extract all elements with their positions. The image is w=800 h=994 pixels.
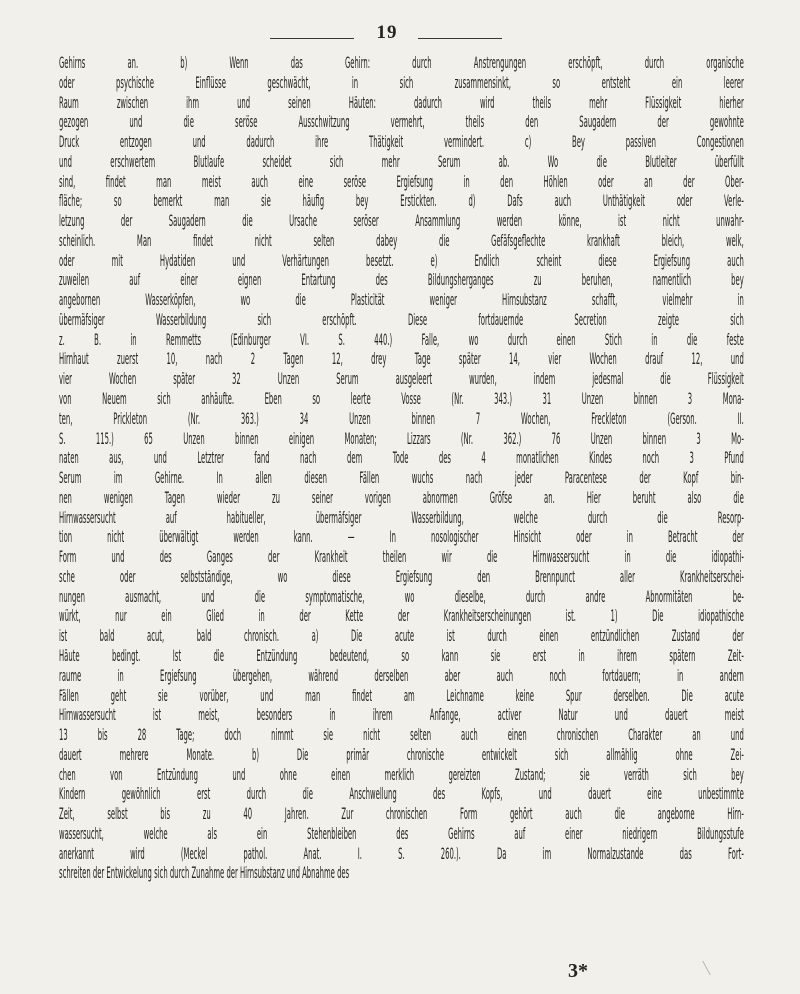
text-line: von Neuem sich anhäufte. Eben so leerte Vosse (Nr. 343.) 31 Unzen binnen 3 Mona- [59, 389, 744, 409]
text-line: sche oder selbstständige, wo diese Ergiefsung den Brennpunct aller Krankheitserschei- [59, 566, 744, 586]
text-line: scheinlich. Man findet nicht selten dabey die Gefäfsgeflechte krankhaft bleich, welk, [59, 230, 744, 250]
text-line: übermäfsiger Wasserbildung sich erschöpft. Diese fortdauernde Secretion zeigte sich [59, 309, 744, 329]
text-line: chen von Entzündung und ohne einen merklich gereizten Zustand; sie verräth sich bey [59, 764, 744, 784]
text-line: Kindern gewöhnlich erst durch die Anschwellung des Kopfs, und dauert eine unbestimmte [59, 784, 744, 804]
text-line: tion nicht überwältigt werden kann. — In nosologischer Hinsicht oder in Betracht der [59, 527, 744, 547]
text-line: naten aus, und Letztrer fand nach dem Tode des 4 monatlichen Kindes noch 3 Pfund [59, 448, 744, 468]
text-line: raume in Ergiefsung übergehen, während derselben aber auch noch fortdauern; in andern [59, 665, 744, 685]
text-line: oder psychische Einflüsse geschwächt, in sich zusammensinkt, so entsteht ein leerer [59, 72, 744, 92]
text-line: Form und des Ganges der Krankheit theilen wir die Hirnwassersucht in die idiopathi- [59, 547, 744, 567]
text-line: gezogen und die seröse Ausschwitzung vermehrt, theils den Saugadern der gewohnte [59, 112, 744, 132]
text-line: fläche; so bemerkt man sie häufig bey Erstickten. d) Dafs auch Unthätigkeit oder Verle- [59, 191, 744, 211]
text-line: Druck entzogen und dadurch ihre Thätigkeit vermindert. c) Bey passiven Congestionen [59, 132, 744, 152]
text-line: Hirnwassersucht ist meist, besonders in ihrem Anfange, activer Natur und dauert meist [59, 705, 744, 725]
text-line: 13 bis 28 Tage; doch nimmt sie nicht selten auch einen chronischen Charakter an und [59, 725, 744, 745]
text-line: Zeit, selbst bis zu 40 Jahren. Zur chronischen Form gehört auch die angeborne Hirn- [59, 804, 744, 824]
text-line: z. B. in Remmetts (Edinburger VI. S. 440.) Falle, wo durch einen Stich in die feste [59, 329, 744, 349]
margin-mark [702, 961, 710, 976]
header-rule-right [418, 38, 502, 39]
text-line: angebornen Wasserköpfen, wo die Plasticität weniger Hirnsubstanz schafft, vielmehr in [59, 290, 744, 310]
text-line: Raum zwischen ihm und seinen Häuten: dadurch wird theils mehr Flüssigkeit hierher [59, 92, 744, 112]
header-rule-left [270, 38, 354, 39]
signature-mark: 3* [568, 960, 588, 982]
text-line: zuweilen auf einer eignen Entartung des Bildungsherganges zu beruhen, namentlich bey [59, 270, 744, 290]
text-line: Fällen geht sie vorüber, und man findet am Leichname keine Spur derselben. Die acute [59, 685, 744, 705]
text-line: ist bald acut, bald chronisch. a) Die acute ist durch einen entzündlichen Zustand der [59, 626, 744, 646]
text-line: oder mit Hydatiden und Verhärtungen besetzt. e) Endlich scheint diese Ergiefsung auch [59, 250, 744, 270]
text-line: nungen ausmacht, und die symptomatische, wo dieselbe, durch andre Abnormitäten be- [59, 586, 744, 606]
page-header [0, 21, 800, 51]
text-line: Hirnhaut zuerst 10, nach 2 Tagen 12, drey Tage später 14, vier Wochen drauf 12, und [59, 349, 744, 369]
text-line: dauert mehrere Monate. b) Die primär chronische entwickelt sich allmählig ohne Zei- [59, 744, 744, 764]
text-line: nen wenigen Tagen wieder zu seiner vorigen abnormen Gröfse an. Hier beruht also die [59, 487, 744, 507]
text-line: S. 115.) 65 Unzen binnen einigen Monaten; Lizzars (Nr. 362.) 76 Unzen binnen 3 Mo- [59, 428, 744, 448]
page-number: 19 [376, 22, 398, 43]
text-line: würkt, nur ein Glied in der Kette der Krankheitserscheinungen ist. 1) Die idiopathische [59, 606, 744, 626]
text-line: Serum im Gehirne. In allen diesen Fällen wuchs nach jeder Paracentese der Kopf bin- [59, 468, 744, 488]
body-text [59, 53, 744, 883]
text-line: anerkannt wird (Meckel pathol. Anat. I. S. 260.). Da im Normalzustande das Fort- [59, 843, 744, 863]
text-line: vier Wochen später 32 Unzen Serum ausgeleert wurden, indem jedesmal die Flüssigkeit [59, 369, 744, 389]
text-line: Hirnwassersucht auf habitueller, übermäfsiger Wasserbildung, welche durch die Resorp- [59, 507, 744, 527]
text-line: sind, findet man meist auch eine seröse Ergiefsung in den Höhlen oder an der Ober- [59, 171, 744, 191]
text-line: ten, Prickleton (Nr. 363.) 34 Unzen binnen 7 Wochen, Freckleton (Gerson. II. [59, 408, 744, 428]
text-line: schreiten der Entwickelung sich durch Zunahme der Hirnsubstanz und Abnahme des [59, 863, 350, 883]
text-line: wassersucht, welche als ein Stehenbleiben des Gehirns auf einer niedrigern Bildungsstufe [59, 823, 744, 843]
text-line: Gehirns an. b) Wenn das Gehirn: durch Anstrengungen erschöpft, durch organische [59, 53, 744, 72]
text-line: Häute bedingt. Ist die Entzündung bedeutend, so kann sie erst in ihrem spätern Zeit- [59, 645, 744, 665]
text-line: und erschwertem Blutlaufe scheidet sich mehr Serum ab. Wo die Blutleiter überfüllt [59, 151, 744, 171]
text-line: letzung der Saugadern die Ursache seröser Ansammlung werden könne, ist nicht unwahr- [59, 211, 744, 231]
